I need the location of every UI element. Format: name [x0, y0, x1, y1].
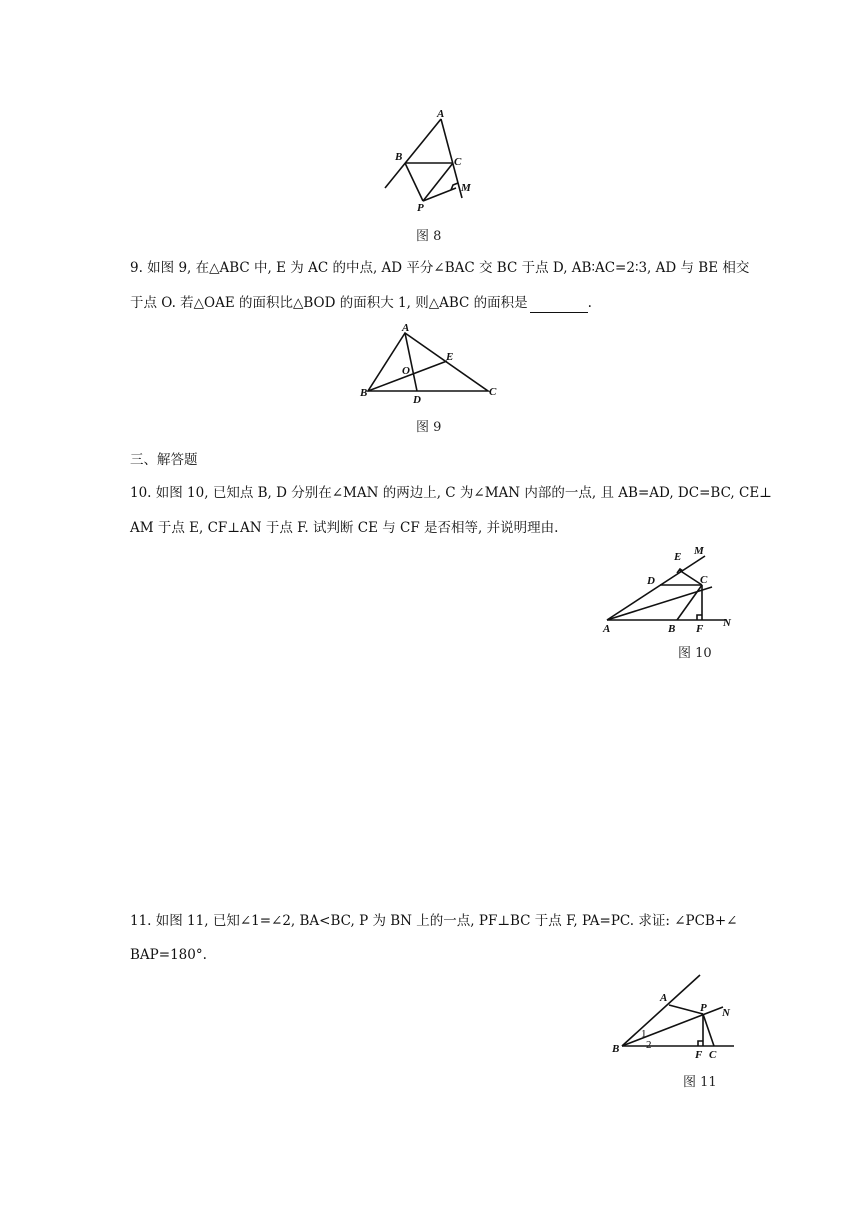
fig11-label-B: B: [612, 1043, 620, 1055]
fig8-label-M: M: [461, 182, 471, 194]
fig11-label-C: C: [709, 1049, 717, 1061]
fig8-label-C: C: [454, 156, 462, 168]
q9-line-1: 9. 如图 9, 在△ABC 中, E 为 AC 的中点, AD 平分∠BAC 交 BC 于点 D, AB∶AC=2∶3, AD 与 BE 相交: [130, 260, 750, 276]
fig10-label-E: E: [674, 551, 682, 563]
fig10-label-B: B: [668, 623, 676, 635]
q10-line-2: AM 于点 E, CF⊥AN 于点 F. 试判断 CE 与 CF 是否相等, 并说明理由.: [130, 520, 559, 536]
fig11-angle-1: 1: [641, 1028, 647, 1040]
fig10-label-F: F: [696, 623, 704, 635]
figure-8-diagram: [375, 105, 485, 220]
figure-11: [608, 970, 748, 1065]
fig8-label-A: A: [437, 108, 445, 120]
figure-8: [375, 105, 485, 220]
fig11-label-A: A: [660, 992, 668, 1004]
fig11-label-N: N: [722, 1007, 730, 1019]
figure-8-caption: 图 8: [416, 229, 442, 244]
q11-line-1: 11. 如图 11, 已知∠1=∠2, BA<BC, P 为 BN 上的一点, PF⊥BC 于点 F, PA=PC. 求证: ∠PCB+∠: [130, 913, 738, 929]
section-title: 三、解答题: [130, 452, 198, 468]
q9-line-2-text: 于点 O. 若△OAE 的面积比△BOD 的面积大 1, 则△ABC 的面积是: [130, 295, 528, 311]
fig9-label-E: E: [446, 351, 454, 363]
figure-11-diagram: [608, 970, 748, 1065]
figure-9: [360, 320, 505, 410]
fig8-label-P: P: [417, 202, 424, 214]
fig10-label-A: A: [603, 623, 611, 635]
fig9-label-A: A: [402, 322, 410, 334]
fig11-label-P: P: [700, 1002, 707, 1014]
fig9-label-B: B: [360, 387, 368, 399]
fig10-label-D: D: [647, 575, 655, 587]
figure-9-caption: 图 9: [416, 420, 442, 435]
fig10-label-M: M: [694, 545, 704, 557]
figure-10-caption: 图 10: [678, 646, 712, 661]
figure-11-caption: 图 11: [683, 1075, 717, 1090]
fig8-label-B: B: [395, 151, 403, 163]
fig10-label-N: N: [723, 617, 731, 629]
q10-line-1: 10. 如图 10, 已知点 B, D 分别在∠MAN 的两边上, C 为∠MAN 内部的一点, 且 AB=AD, DC=BC, CE⊥: [130, 485, 772, 501]
q9-line-2-end: .: [587, 295, 592, 311]
figure-9-diagram: [360, 320, 505, 410]
fig9-label-D: D: [413, 394, 421, 406]
fig11-angle-2: 2: [646, 1039, 652, 1051]
fig10-label-C: C: [700, 574, 708, 586]
fig9-label-O: O: [402, 365, 410, 377]
figure-10: [595, 540, 745, 635]
fig11-label-F: F: [695, 1049, 703, 1061]
q9-answer-blank[interactable]: [530, 298, 588, 313]
figure-10-diagram: [595, 540, 745, 635]
q11-line-2: BAP=180°.: [130, 947, 207, 963]
q9-line-2: [130, 293, 592, 313]
fig9-label-C: C: [489, 386, 497, 398]
